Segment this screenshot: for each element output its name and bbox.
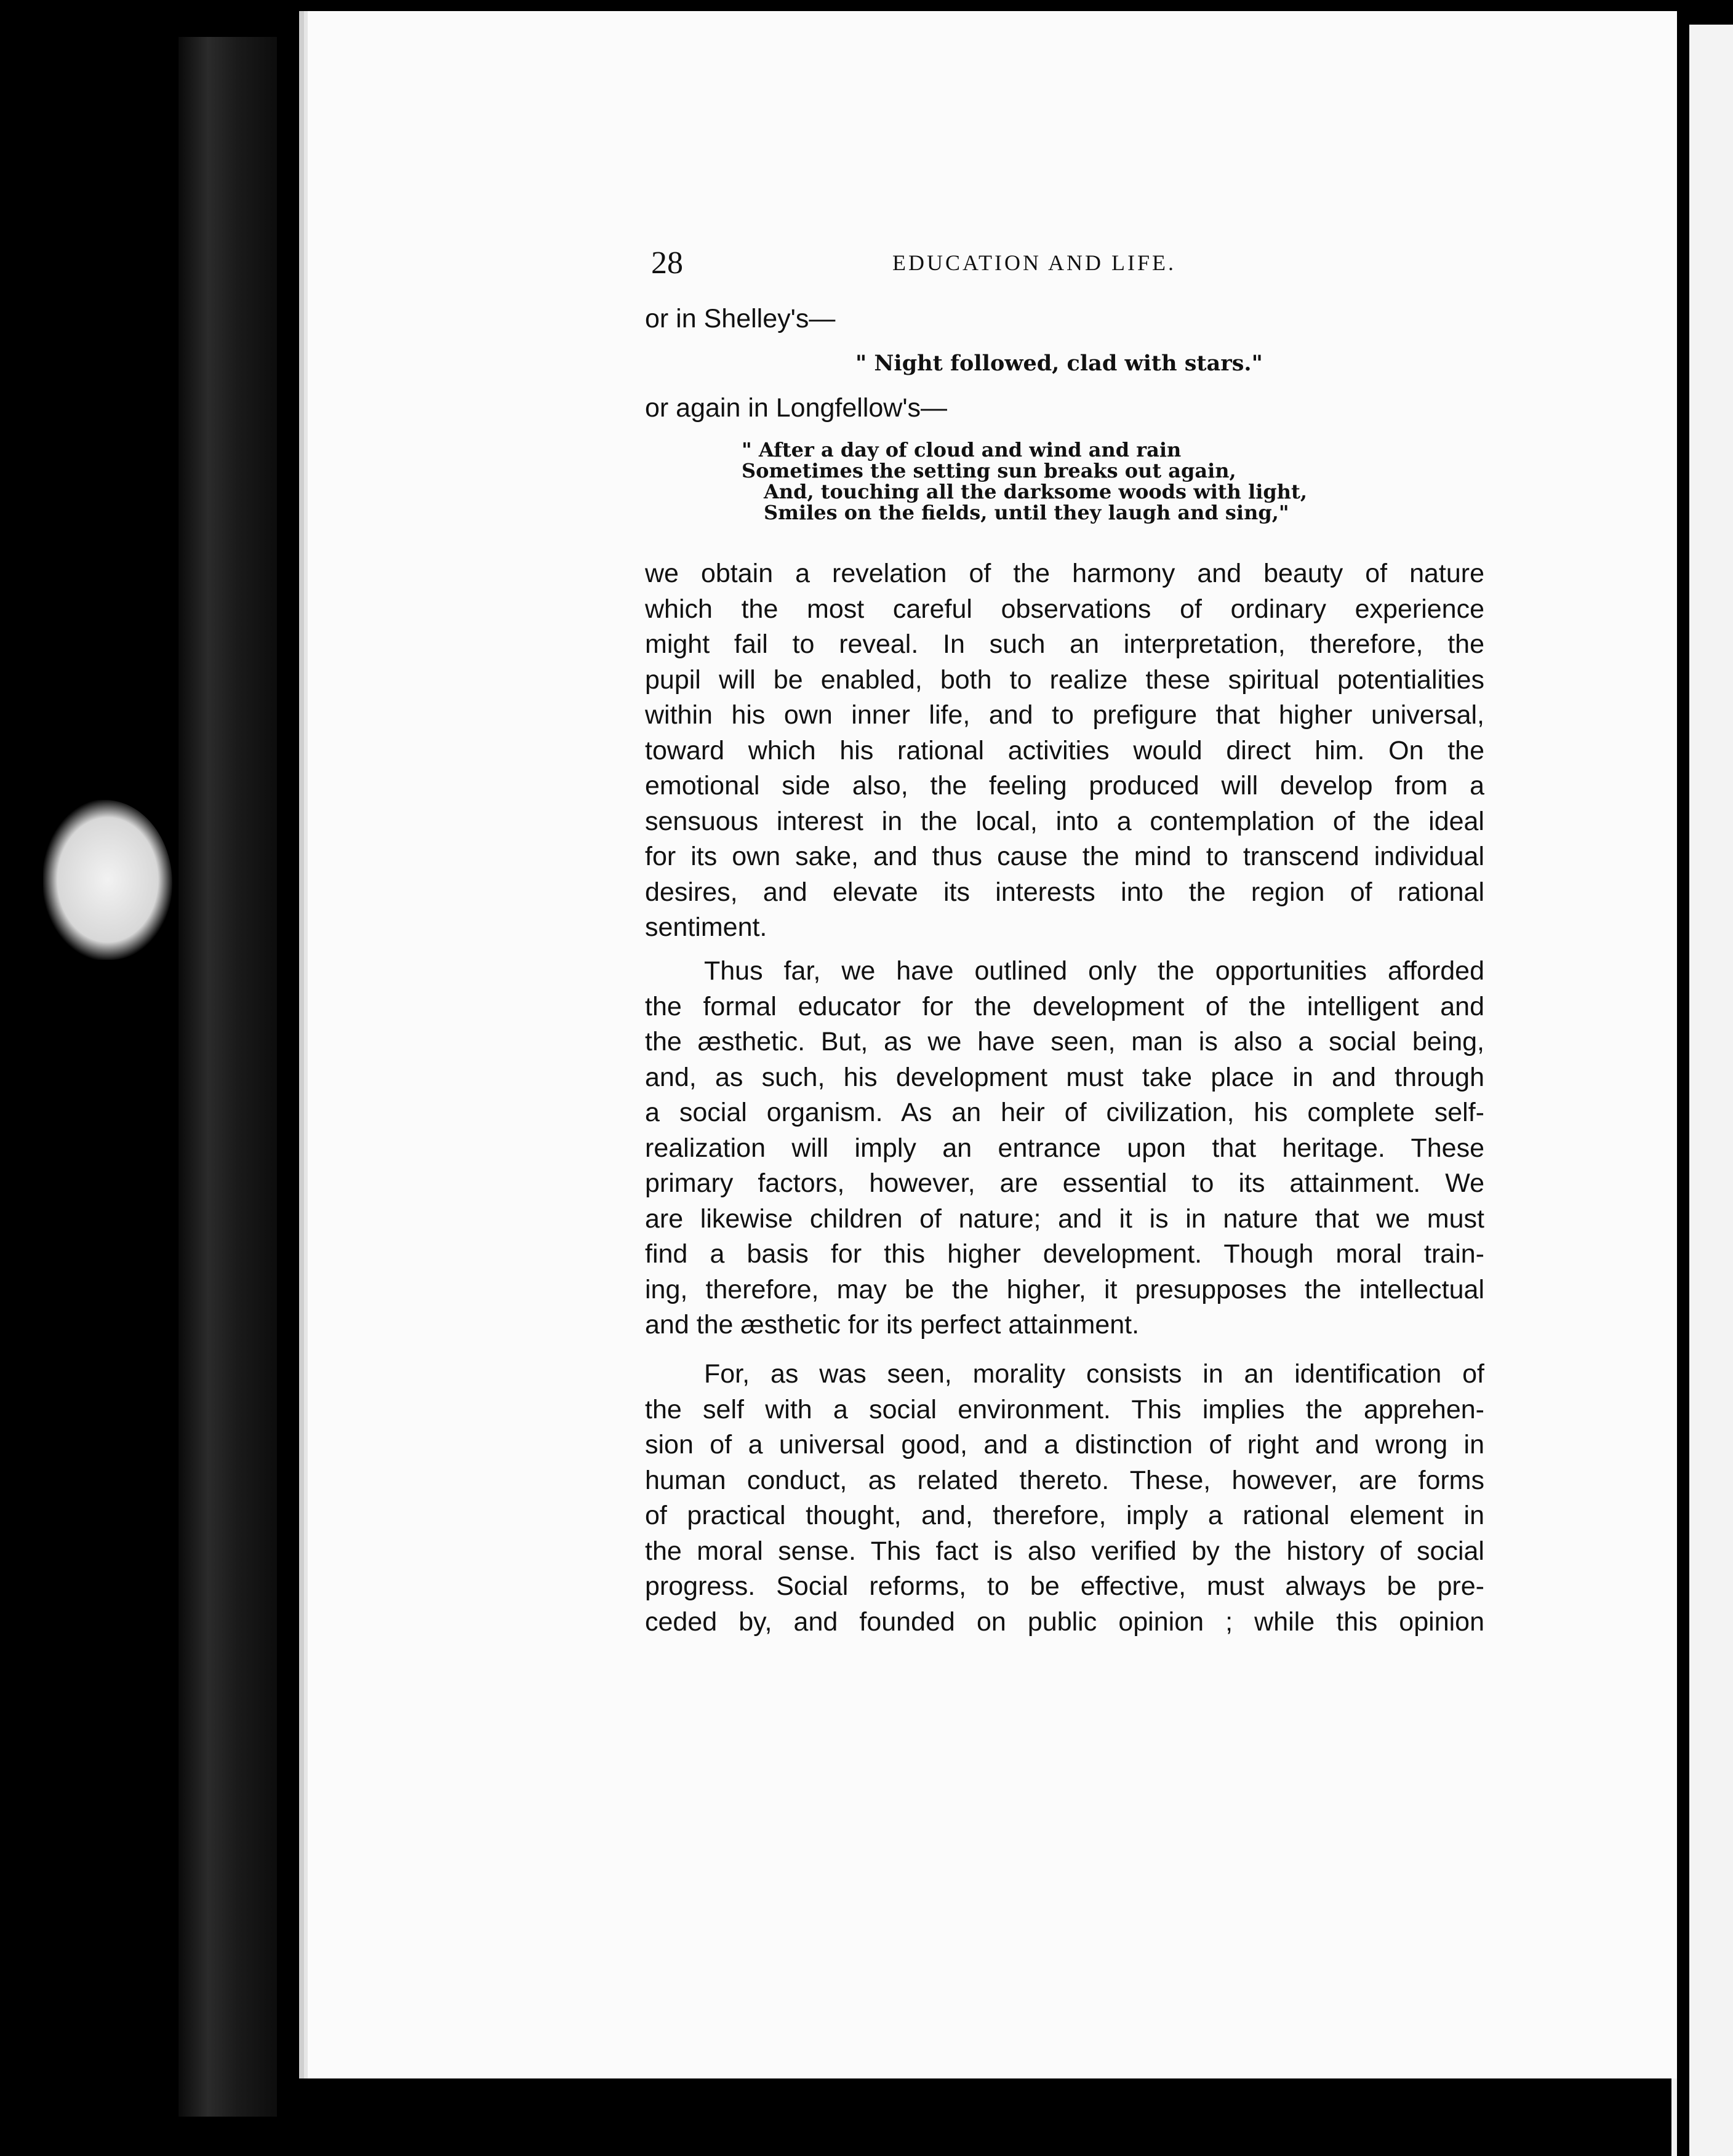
text-line: human conduct, as related thereto. These, however, are forms: [645, 1465, 1484, 1495]
text-line: sentiment.: [645, 912, 767, 942]
text-line: ceded by, and founded on public opinion ; while this opinion: [645, 1607, 1484, 1637]
text-line: the æsthetic. But, as we have seen, man is also a social being,: [645, 1027, 1484, 1056]
text-line: sion of a universal good, and a distinction of right and wrong in: [645, 1430, 1484, 1459]
paragraph-1: [645, 556, 1484, 946]
page-gutter-shadow: [1677, 18, 1689, 2156]
text-line: for its own sake, and thus cause the mind to transcend individual: [645, 842, 1484, 871]
text-line: ing, therefore, may be the higher, it presupposes the intellectual: [645, 1274, 1484, 1304]
text-line: For, as was seen, morality consists in an identification of: [704, 1359, 1484, 1389]
text-line: are likewise children of nature; and it is in nature that we must: [645, 1204, 1484, 1234]
text-line: realization will imply an entrance upon that heritage. These: [645, 1133, 1484, 1163]
scan-binding-edge: [178, 37, 277, 2117]
paragraph-2: [645, 954, 1484, 1343]
text-line: sensuous interest in the local, into a contemplation of the ideal: [645, 806, 1484, 836]
running-title: EDUCATION AND LIFE.: [892, 250, 1176, 275]
page-number: 28: [651, 246, 683, 281]
text-line: within his own inner life, and to prefigure that higher universal,: [645, 700, 1484, 730]
verse-line: " After a day of cloud and wind and rain: [742, 438, 1182, 461]
text-line: Thus far, we have outlined only the opportunities afforded: [704, 956, 1484, 986]
text-line: might fail to reveal. In such an interpretation, therefore, the: [645, 629, 1484, 659]
text-line: the moral sense. This fact is also verified by the history of social: [645, 1536, 1484, 1566]
intro-line-shelley: or in Shelley's—: [645, 304, 836, 333]
longfellow-verse: [742, 439, 1357, 523]
text-line: which the most careful observations of ordinary experience: [645, 594, 1484, 624]
text-line: find a basis for this higher development. Though moral train-: [645, 1239, 1484, 1269]
text-line: a social organism. As an heir of civilization, his complete self-: [645, 1098, 1484, 1127]
text-line: and the æsthetic for its perfect attainment.: [645, 1310, 1140, 1340]
shelley-quote: " Night followed, clad with stars.": [855, 351, 1263, 376]
paragraph-3: [645, 1357, 1484, 1640]
intro-line-longfellow: or again in Longfellow's—: [645, 393, 948, 423]
text-line: of practical thought, and, therefore, imply a rational element in: [645, 1501, 1484, 1530]
text-line: desires, and elevate its interests into the region of rational: [645, 877, 1484, 907]
verse-line: Sometimes the setting sun breaks out again,: [742, 459, 1236, 482]
text-line: we obtain a revelation of the harmony and beauty of nature: [645, 559, 1484, 588]
text-line: the self with a social environment. This implies the apprehen-: [645, 1394, 1484, 1424]
text-line: toward which his rational activities would direct him. On the: [645, 735, 1484, 765]
scan-paper-fragment: [43, 800, 172, 960]
text-line: emotional side also, the feeling produced will develop from a: [645, 771, 1484, 801]
verse-line: Smiles on the fields, until they laugh and sing,": [764, 501, 1289, 524]
text-line: progress. Social reforms, to be effective, must always be pre-: [645, 1571, 1484, 1601]
text-line: the formal educator for the development of the intelligent and: [645, 991, 1484, 1021]
verse-line: And, touching all the darksome woods with light,: [764, 480, 1307, 503]
text-line: primary factors, however, are essential to its attainment. We: [645, 1168, 1484, 1198]
running-head: [651, 245, 1230, 282]
text-line: and, as such, his development must take place in and through: [645, 1062, 1484, 1092]
text-line: pupil will be enabled, both to realize these spiritual potentialities: [645, 665, 1484, 695]
